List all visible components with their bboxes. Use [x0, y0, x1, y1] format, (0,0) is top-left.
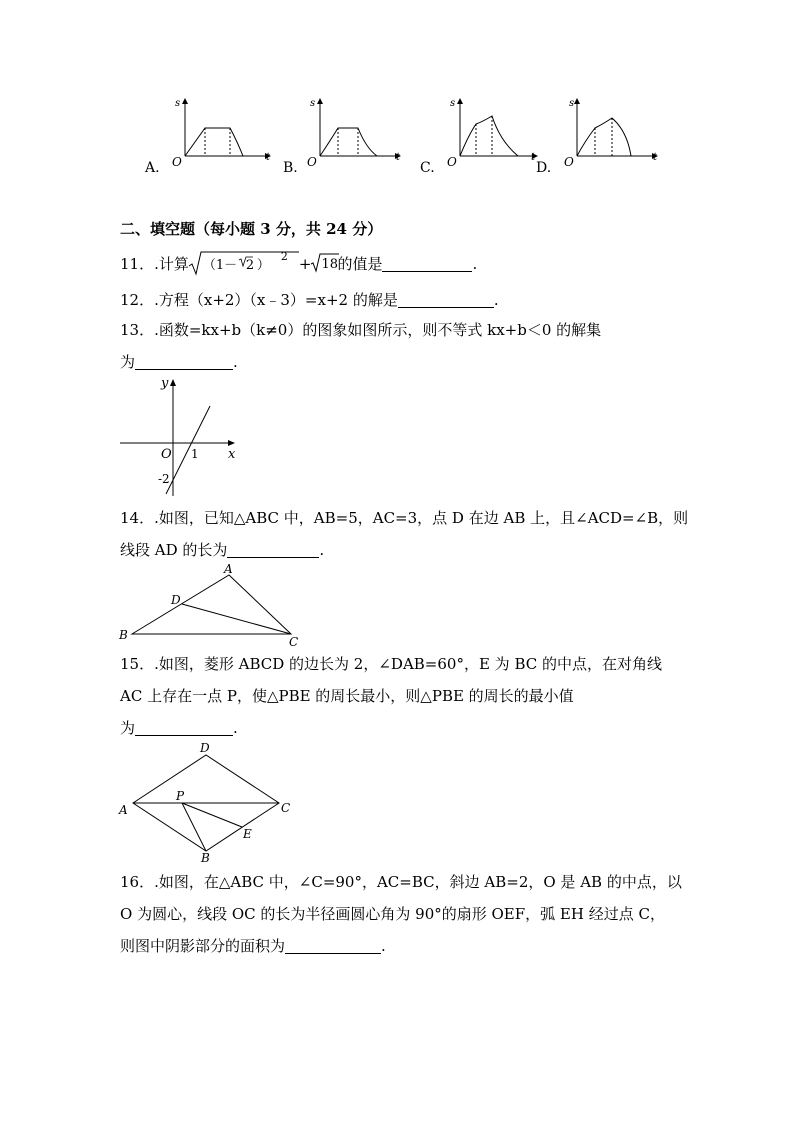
q16-text-line1: .如图，在△ABC 中，∠C=90°，AC=BC，斜边 AB=2，O 是 AB 的中点，以 — [154, 873, 682, 891]
q16-text-line2: O 为圆心，线段 OC 的长为半径画圆心角为 90°的扇形 OEF，弧 EH 经过点 C， — [120, 905, 665, 923]
graph-a-svg — [165, 96, 275, 171]
graph-d-origin-label: O — [564, 155, 574, 169]
q14-line2-pre: 线段 AD 的长为 — [120, 541, 228, 559]
q12-number: 12． — [120, 291, 155, 309]
q13-line2-pre: 为 — [120, 353, 136, 371]
option-d-label[interactable]: D. — [536, 160, 552, 176]
q13-x-label: x — [228, 447, 236, 462]
graph-d-t-label: t — [653, 152, 658, 163]
graph-b-t-label: t — [396, 152, 401, 163]
q14-d-label: D — [171, 593, 181, 607]
q15-end: . — [233, 719, 238, 737]
graph-c-s-label: s — [450, 98, 456, 109]
q15-number: 15． — [120, 655, 155, 673]
q12-text: .方程（x+2）（x﹣3）=x+2 的解是 — [154, 291, 398, 309]
q14-answer-blank[interactable] — [227, 541, 319, 558]
graph-b-svg — [300, 96, 410, 171]
q14-end: . — [319, 541, 325, 559]
graph-a-t-label: t — [266, 152, 271, 163]
graph-a-s-label: s — [175, 98, 181, 109]
q11-sqrt18-value: 18 — [321, 257, 338, 272]
graph-b-s-label: s — [310, 98, 316, 109]
q13-number: 13． — [120, 321, 155, 339]
q16-line3 — [120, 936, 386, 956]
q13-neg2-label: -2 — [158, 472, 170, 486]
q16-end: . — [381, 937, 386, 955]
q15-a-label: A — [119, 803, 128, 817]
q11-exponent: 2 — [280, 250, 288, 263]
q15-figure — [116, 740, 306, 865]
q12-end: . — [493, 291, 499, 309]
q11-sqrt18 — [311, 252, 337, 274]
q11-post: 的值是 — [337, 255, 383, 273]
q11-inner-left: （1－ — [202, 258, 238, 273]
q15-line1 — [120, 654, 662, 674]
graph-a-origin-label: O — [172, 155, 182, 169]
q13-y-label: y — [161, 376, 169, 391]
q15-text-line2: AC 上存在一点 P，使△PBE 的周长最小，则△PBE 的周长的最小值 — [120, 687, 574, 705]
question-11 — [120, 250, 477, 276]
q13-line2 — [120, 352, 238, 372]
q11-end: . — [472, 255, 478, 273]
option-b-label[interactable]: B. — [283, 160, 298, 176]
q12-answer-blank[interactable] — [398, 291, 494, 308]
q16-line3-pre: 则图中阴影部分的面积为 — [120, 937, 286, 955]
graph-c-origin-label: O — [447, 155, 457, 169]
q16-answer-blank[interactable] — [285, 937, 381, 954]
q13-figure — [118, 376, 248, 501]
q13-end: . — [233, 353, 238, 371]
graph-d-svg — [557, 96, 667, 171]
q13-origin-label: O — [161, 447, 172, 462]
q15-p-label: P — [176, 789, 185, 803]
q16-line2 — [120, 904, 665, 924]
q11-inner-right: ） — [256, 258, 270, 273]
q11-answer-blank[interactable] — [382, 255, 472, 272]
q15-text-line1: .如图，菱形 ABCD 的边长为 2，∠DAB=60°，E 为 BC 的中点，在对角线 — [154, 655, 662, 673]
q15-line2 — [120, 686, 574, 706]
q16-line1 — [120, 872, 682, 892]
q14-number: 14． — [120, 509, 155, 527]
q16-number: 16． — [120, 873, 155, 891]
q11-pre: .计算 — [154, 255, 189, 273]
q11-number: 11． — [120, 255, 155, 273]
graph-b-origin-label: O — [307, 155, 317, 169]
graph-c-t-label: t — [531, 152, 536, 163]
q15-line3 — [120, 718, 238, 738]
q14-text: .如图，已知△ABC 中，AB=5，AC=3，点 D 在边 AB 上，且∠ACD=∠B，则 — [154, 509, 689, 527]
graph-c-svg — [440, 96, 550, 171]
q11-inner-sqrt2: 2 — [245, 258, 255, 273]
q13-text: .函数=kx+b（k≠0）的图象如图所示，则不等式 kx+b＜0 的解集 — [154, 321, 602, 339]
q15-answer-blank[interactable] — [135, 719, 233, 736]
q15-b-label: B — [201, 851, 210, 865]
q15-e-label: E — [243, 827, 252, 841]
section-title: 二、填空题（每小题 3 分，共 24 分） — [120, 220, 383, 238]
q15-line3-pre: 为 — [120, 719, 136, 737]
question-12 — [120, 290, 499, 310]
option-a-label[interactable]: A. — [145, 160, 160, 176]
q13-answer-blank[interactable] — [135, 353, 233, 370]
q14-figure — [116, 562, 316, 647]
q11-sqrt-expression — [189, 250, 299, 276]
q11-plus: + — [298, 255, 312, 273]
option-c-label[interactable]: C. — [420, 160, 435, 176]
q15-c-label: C — [281, 801, 291, 815]
q14-b-label: B — [119, 628, 128, 642]
q13-one-label: 1 — [191, 447, 199, 461]
graph-d-s-label: s — [569, 98, 575, 109]
q14-line2 — [120, 540, 324, 560]
q13-line1 — [120, 320, 601, 340]
q15-d-label: D — [200, 741, 210, 755]
q14-c-label: C — [289, 635, 299, 649]
q14-a-label: A — [224, 562, 233, 576]
q14-line1 — [120, 508, 688, 528]
